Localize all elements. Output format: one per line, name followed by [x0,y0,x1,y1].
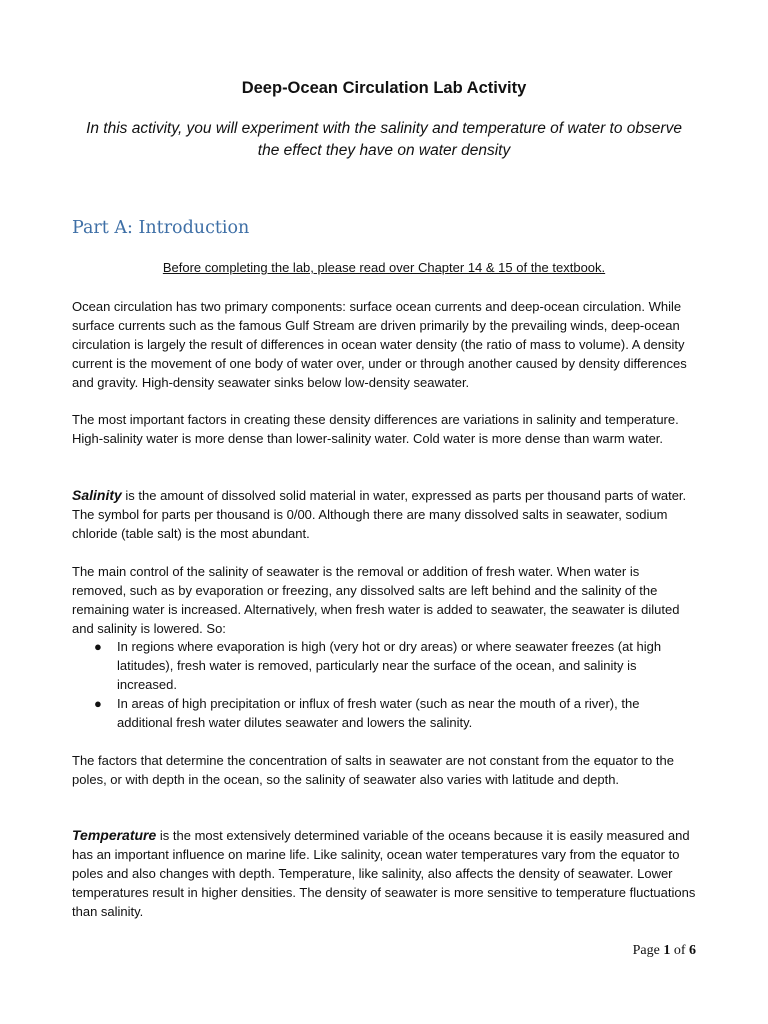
salinity-definition: is the amount of dissolved solid material in water, expressed as parts per thousand parts of water. The symbol for parts per thousand is 0/00. Although there are many dissolved salts in seawater, sodium chloride (table salt) is the most abundant. [72,488,687,541]
current-page: 1 [663,943,671,958]
total-pages: 6 [689,943,696,958]
document-title: Deep-Ocean Circulation Lab Activity [241,79,527,97]
list-item [72,637,696,694]
page-number [560,941,696,961]
paragraph-salinity-variation: The factors that determine the concentration of salts in seawater are not constant from the equator to the poles, or with depth in the ocean, so the salinity of seawater also varies with latitude and depth. [72,753,674,787]
bullet-icon: ● [94,639,102,654]
paragraph-ocean-circulation: Ocean circulation has two primary components: surface ocean currents and deep-ocean circulation. While surface currents such as the famous Gulf Stream are driven primarily by the prevailing winds, deep-ocean circulation is largely the result of differences in ocean water density (the ratio of mass to volume). A density current is the movement of one body of water over, under or through another caused by density differences and gravity. High-density seawater sinks below low-density seawater. [72,299,687,390]
bullet-list [72,637,696,732]
reading-note: Before completing the lab, please read over Chapter 14 & 15 of the textbook. [162,260,606,275]
temperature-definition: is the most extensively determined variable of the oceans because it is easily measured and has an important influence on marine life. Like salinity, ocean water temperatures vary from the equator to poles and also changes with depth. Temperature, like salinity, also affects the density of seawater. Lower temperatures result in higher densities. The density of seawater is more sensitive to temperature fluctuations than salinity. [72,828,696,919]
paragraph-salinity-control: The main control of the salinity of seawater is the removal or addition of fresh water. When water is removed, such as by evaporation or freezing, any dissolved salts are left behind and the salinity of the remaining water is increased. Alternatively, when fresh water is added to seawater, the seawater is diluted and salinity is lowered. So: [72,564,680,636]
list-item-text: In areas of high precipitation or influx of fresh water (such as near the mouth of a river), the additional fresh water dilutes seawater and lowers the salinity. [117,696,640,730]
paragraph-temperature [72,826,696,921]
bullet-icon: ● [94,696,102,711]
list-item [72,694,696,732]
salinity-term: Salinity [72,487,122,503]
paragraph-salinity [72,486,696,543]
section-heading: Part A: Introduction [72,218,250,238]
document-subtitle: In this activity, you will experiment with the salinity and temperature of water to observe the effect they have on water density [86,120,682,159]
paragraph-density-factors: The most important factors in creating these density differences are variations in salinity and temperature. High-salinity water is more dense than lower-salinity water. Cold water is more dense than warm water. [72,412,679,446]
list-item-text: In regions where evaporation is high (very hot or dry areas) or where seawater freezes (at high latitudes), fresh water is removed, particularly near the surface of the ocean, and salinity is increased. [117,639,662,692]
of-label: of [673,943,686,958]
temperature-term: Temperature [72,827,157,843]
page-label: Page [632,943,660,958]
